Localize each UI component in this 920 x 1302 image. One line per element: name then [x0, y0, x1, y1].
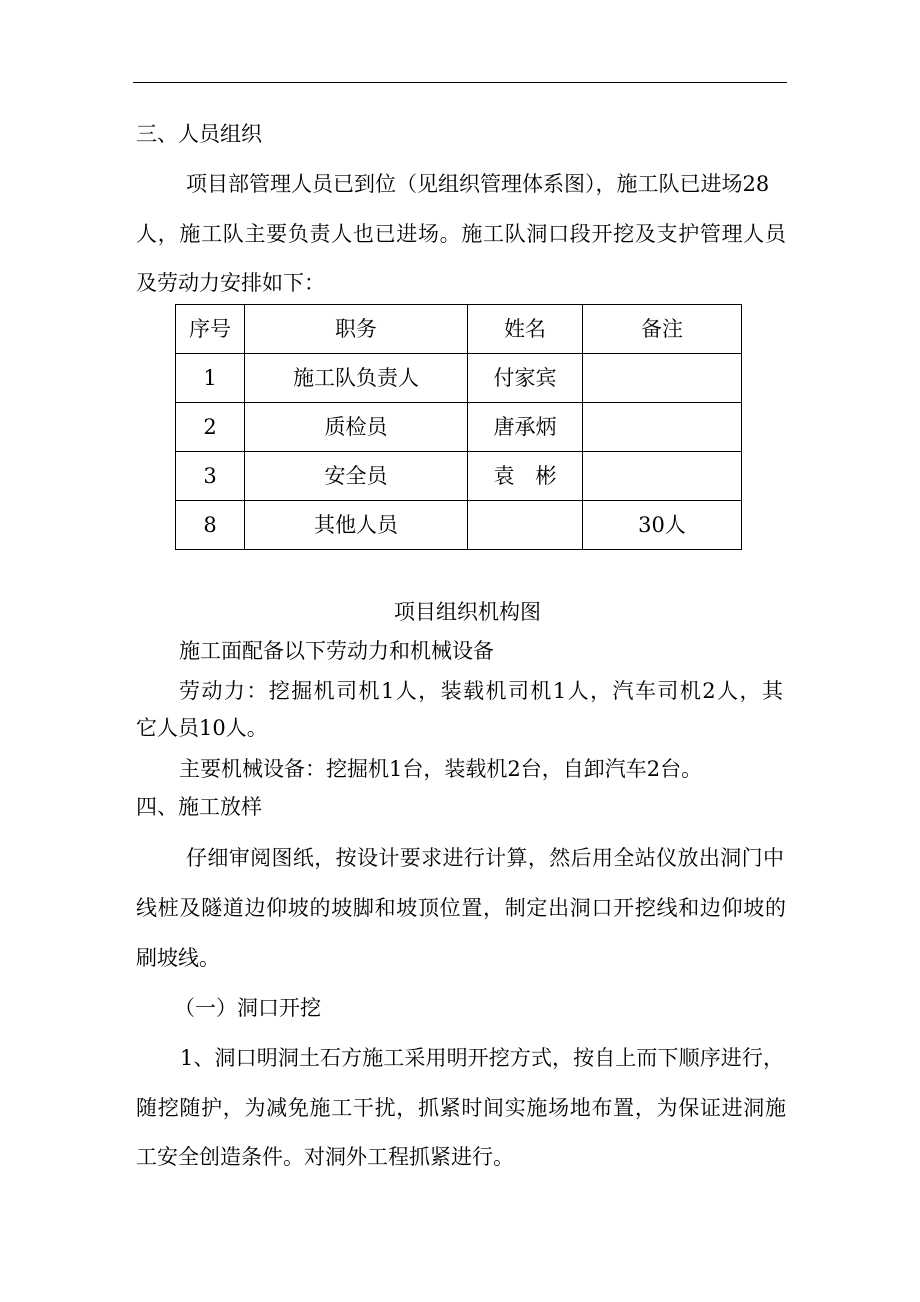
- paragraph-line: 人，施工队主要负责人也已进场。施工队洞口段开挖及支护管理人员: [136, 222, 786, 246]
- paragraph-line: 刷坡线。: [136, 946, 220, 970]
- org-chart-caption: 项目组织机构图: [394, 600, 541, 624]
- table-cell: 其他人员: [245, 501, 468, 550]
- section-heading-layout: 四、施工放样: [136, 795, 262, 819]
- paragraph-line: 及劳动力安排如下：: [136, 271, 325, 295]
- paragraph-line: 仔细审阅图纸，按设计要求进行计算，然后用全站仪放出洞门中: [186, 846, 784, 870]
- table-row: [176, 403, 742, 452]
- table-header-cell: 序号: [176, 305, 245, 354]
- table-cell: 袁 彬: [468, 452, 583, 501]
- table-cell: 唐承炳: [468, 403, 583, 452]
- table-cell: [468, 501, 583, 550]
- table-row: [176, 452, 742, 501]
- subheading-portal-excavation: （一）洞口开挖: [174, 996, 321, 1020]
- equipment-intro: 施工面配备以下劳动力和机械设备: [179, 639, 494, 663]
- table-cell: 施工队负责人: [245, 354, 468, 403]
- labor-line: 劳动力：挖掘机司机1人，装载机司机1人，汽车司机2人，其: [179, 679, 783, 703]
- machinery-line: 主要机械设备：挖掘机1台，装载机2台，自卸汽车2台。: [179, 757, 703, 781]
- table-cell: [583, 354, 742, 403]
- table-cell: 安全员: [245, 452, 468, 501]
- table-row: [176, 501, 742, 550]
- table-cell: 3: [176, 452, 245, 501]
- paragraph-line: 工安全创造条件。对洞外工程抓紧进行。: [136, 1145, 514, 1169]
- table-cell: [583, 403, 742, 452]
- header-rule: [133, 82, 787, 83]
- staff-table: [175, 304, 742, 550]
- paragraph-line: 1、洞口明洞土石方施工采用明开挖方式，按自上而下顺序进行，: [180, 1046, 784, 1070]
- table-cell: 质检员: [245, 403, 468, 452]
- labor-line: 它人员10人。: [136, 716, 268, 740]
- table-header-row: [176, 305, 742, 354]
- table-cell: [583, 452, 742, 501]
- table-cell: 2: [176, 403, 245, 452]
- table-cell: 1: [176, 354, 245, 403]
- paragraph-line: 随挖随护，为减免施工干扰，抓紧时间实施场地布置，为保证进洞施: [136, 1096, 786, 1120]
- table-header-cell: 备注: [583, 305, 742, 354]
- table-cell: 8: [176, 501, 245, 550]
- table-header-cell: 职务: [245, 305, 468, 354]
- table-cell: 付家宾: [468, 354, 583, 403]
- paragraph-line: 线桩及隧道边仰坡的坡脚和坡顶位置，制定出洞口开挖线和边仰坡的: [136, 896, 786, 920]
- table-row: [176, 354, 742, 403]
- section-heading-personnel: 三、人员组织: [136, 122, 262, 146]
- table-cell: 30人: [583, 501, 742, 550]
- paragraph-line: 项目部管理人员已到位（见组织管理体系图），施工队已进场28: [186, 172, 770, 196]
- table-header-cell: 姓名: [468, 305, 583, 354]
